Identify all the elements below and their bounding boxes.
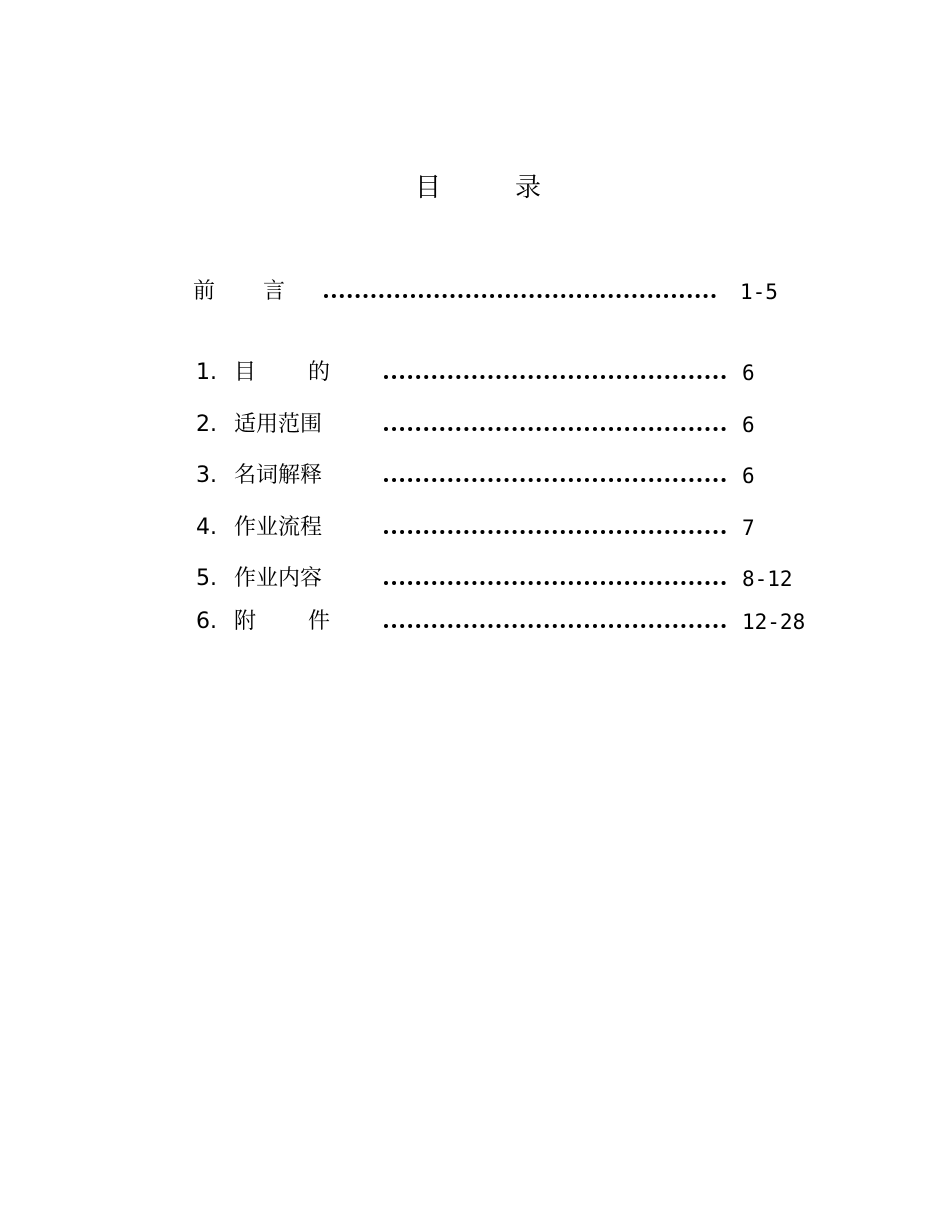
toc-entry-label xyxy=(193,277,285,307)
toc-entry-number: 4. xyxy=(196,515,217,540)
title-char-right: 录 xyxy=(515,173,542,203)
toc-entry-page: 8-12 xyxy=(742,567,793,591)
toc-entry-number: 6. xyxy=(196,609,217,634)
toc-entry-number: 5. xyxy=(196,566,217,591)
toc-entry-label xyxy=(234,607,330,637)
dot-leader xyxy=(384,530,726,534)
toc-entry-page: 6 xyxy=(742,361,755,385)
dot-leader xyxy=(384,581,726,585)
label-char-left: 附 xyxy=(234,609,257,634)
label-char-right: 言 xyxy=(262,279,285,304)
toc-entry-number: 3. xyxy=(196,463,217,488)
toc-entry-number: 1. xyxy=(196,360,217,385)
toc-entry-page: 6 xyxy=(742,413,755,437)
dot-leader xyxy=(384,478,726,482)
dot-leader xyxy=(384,375,726,379)
toc-entry-page: 1-5 xyxy=(740,280,778,304)
toc-entry-page: 6 xyxy=(742,464,755,488)
dot-leader xyxy=(384,427,726,431)
toc-entry-preface[interactable] xyxy=(193,277,793,307)
toc-entry[interactable] xyxy=(196,461,816,491)
toc-entry-page: 12-28 xyxy=(742,610,806,634)
toc-entry-page: 7 xyxy=(742,516,755,540)
label-char-right: 件 xyxy=(307,609,330,634)
toc-entry[interactable] xyxy=(196,513,816,543)
label-char-right: 的 xyxy=(307,360,330,385)
toc-entry[interactable] xyxy=(196,607,816,637)
toc-entry-label: 作业流程 xyxy=(234,515,323,540)
toc-entry-label: 适用范围 xyxy=(234,412,323,437)
toc-entry-label: 作业内容 xyxy=(234,566,323,591)
toc-entry-label: 名词解释 xyxy=(234,463,323,488)
toc-entry[interactable] xyxy=(196,410,816,440)
title-char-left: 目 xyxy=(414,173,441,203)
page-title xyxy=(0,168,950,208)
toc-entry[interactable] xyxy=(196,358,816,388)
dot-leader xyxy=(384,624,726,628)
label-char-left: 目 xyxy=(234,360,257,385)
toc-entry-label xyxy=(234,358,330,388)
label-char-left: 前 xyxy=(193,279,216,304)
toc-entry-number: 2. xyxy=(196,412,217,437)
dot-leader xyxy=(324,294,716,298)
toc-entry[interactable] xyxy=(196,564,816,594)
